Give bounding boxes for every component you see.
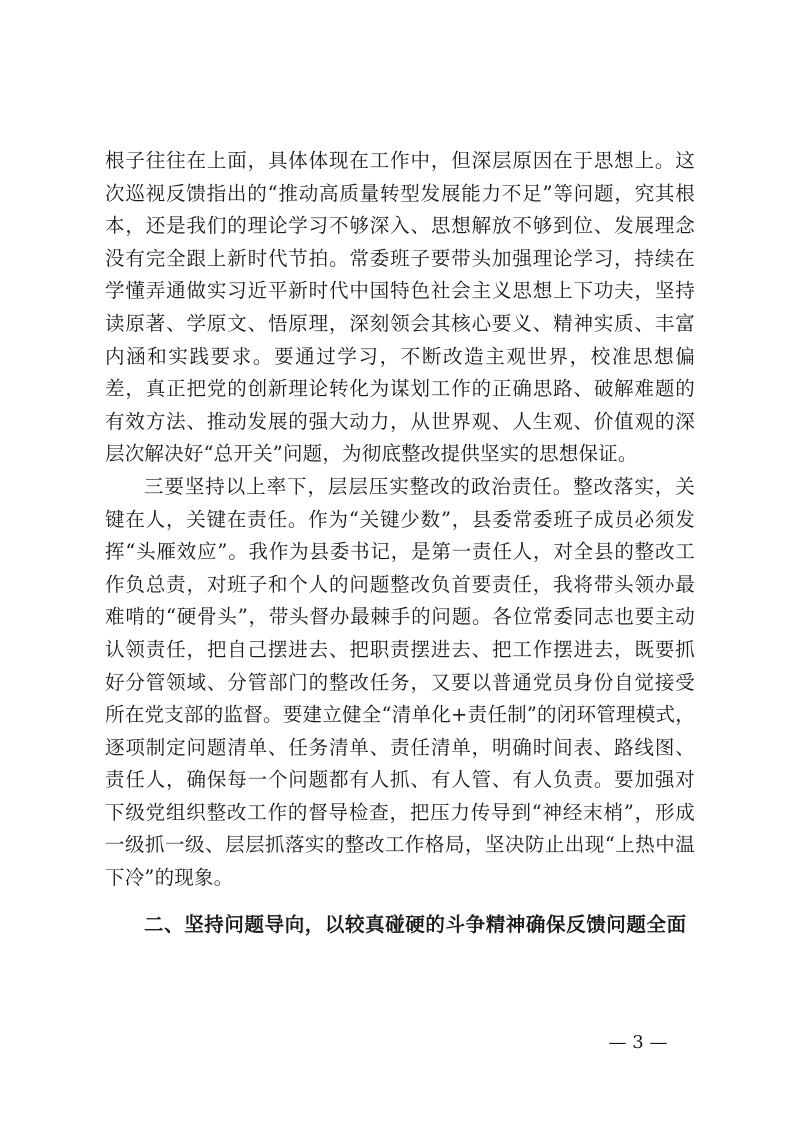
document-body (105, 145, 695, 941)
paragraph-continued: 根子往往在上面，具体体现在工作中，但深层原因在于思想上。这次巡视反馈指出的“推动高质量转型发展能力不足”等问题，究其根本，还是我们的理论学习不够深入、思想解放不够到位、发展理念没有完全跟上新时代节拍。常委班子要带头加强理论学习，持续在学懂弄通做实习近平新时代中国特色社会主义思想上下功夫，坚持读原著、学原文、悟原理，深刻领会其核心要义、精神实质、丰富内涵和实践要求。要通过学习，不断改造主观世界，校准思想偏差，真正把党的创新理论转化为谋划工作的正确思路、破解难题的有效方法、推动发展的强大动力，从世界观、人生观、价值观的深层次解决好“总开关”问题，为彻底整改提供坚实的思想保证。 (105, 149, 695, 466)
paragraph-responsibility: 三要坚持以上率下，层层压实整改的政治责任。整改落实，关键在人，关键在责任。作为“关键少数”，县委常委班子成员必须发挥“头雁效应”。我作为县委书记，是第一责任人，对全县的整改工作负总责，对班子和个人的问题整改负首要责任，我将带头领办最难啃的“硬骨头”，带头督办最棘手的问题。各位常委同志也要主动认领责任，把自己摆进去、把职责摆进去、把工作摆进去，既要抓好分管领域、分管部门的整改任务，又要以普通党员身份自觉接受所在党支部的监督。要建立健全“清单化+责任制”的闭环管理模式，逐项制定问题清单、任务清单、责任清单，明确时间表、路线图、责任人，确保每一个问题都有人抓、有人管、有人负责。要加强对下级党组织整改工作的督导检查，把压力传导到“神经末梢”，形成一级抓一级、层层抓落实的整改工作格局，坚决防止出现“上热中温下冷”的现象。 (105, 474, 695, 890)
section-heading: 二、坚持问题导向，以较真碰硬的斗争精神确保反馈问题全面 (144, 912, 687, 936)
page-number: — 3 — (608, 1032, 668, 1053)
